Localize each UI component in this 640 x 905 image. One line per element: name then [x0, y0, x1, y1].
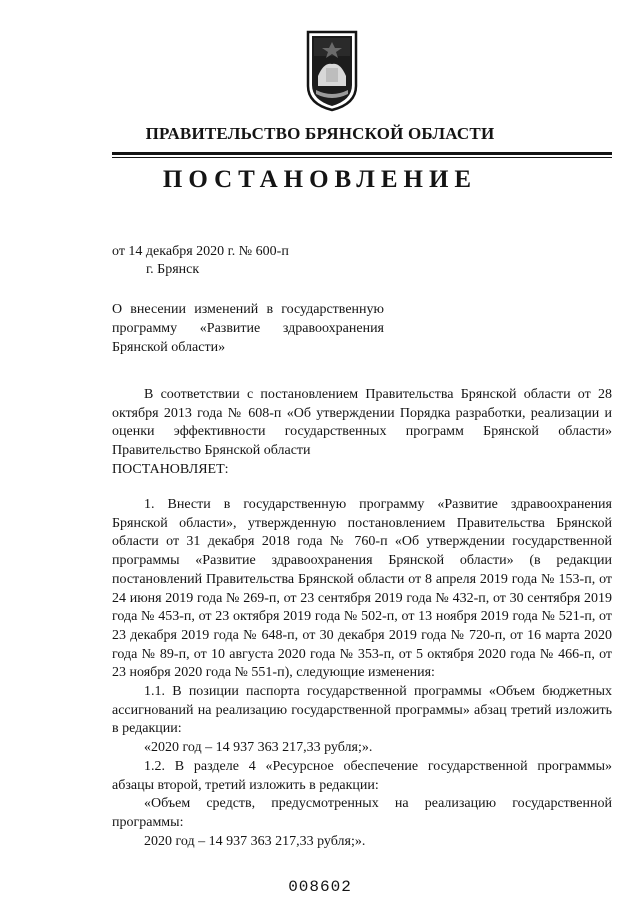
header-rule-thin — [112, 157, 612, 158]
item-1-1-quote: «2020 год – 14 937 363 217,33 рубля;». — [144, 740, 373, 756]
preamble: В соответствии с постановлением Правительства Брянской области от 28 октября 2013 года № 608-п «Об утверждении Порядка разработки, реализации и оценки эффективности государственных программ Брянской области» Правительство Брянской области — [112, 387, 612, 459]
item-1-2-quote-2: 2020 год – 14 937 363 217,33 рубля;». — [144, 833, 366, 849]
item-1-1: 1.1. В позиции паспорта государственной программы «Объем бюджетных ассигнований на реализацию государственной программы» абзац третий изложить в редакции: — [112, 684, 612, 737]
subject-line: О внесении изменений в государственную — [112, 302, 384, 317]
subject-line: программу «Развитие здравоохранения — [112, 321, 384, 336]
document-subject — [112, 300, 384, 357]
item-1: 1. Внести в государственную программу «Развитие здравоохранения Брянской области», утвержденную постановлением Правительства Брянской области от 31 декабря 2018 года № 760-п «Об утверждении государственной программы «Развитие здравоохранения Брянской области» (в редакции постановлений Правительства Брянской области от 8 апреля 2019 года № 153-п, от 24 июня 2019 года № 269-п, от 23 сентября 2019 года № 432-п, от 30 сентября 2019 года № 453-п, от 23 октября 2019 года № 502-п, от 13 ноября 2019 года № 521-п, от 23 декабря 2019 года № 648-п, от 30 декабря 2019 года № 720-п, от 16 марта 2020 года № 89-п, от 10 августа 2020 года № 353-п, от 5 октября 2020 года № 466-п, от 23 ноября 2020 года № 551-п), следующие изменения: — [112, 497, 612, 681]
city: г. Брянск — [146, 262, 200, 277]
item-1-2: 1.2. В разделе 4 «Ресурсное обеспечение государственной программы» абзацы второй, третий изложить в редакции: — [112, 758, 612, 793]
preamble-block — [112, 386, 612, 480]
date-number: от 14 декабря 2020 г. № 600-п — [112, 244, 289, 259]
item-1-2-quote-1: «Объем средств, предусмотренных на реализацию государственной программы: — [112, 796, 612, 830]
document-type: ПОСТАНОВЛЕНИЕ — [162, 166, 478, 193]
subject-line: Брянской области» — [112, 340, 226, 355]
header-rule-thick — [112, 152, 612, 155]
government-title: ПРАВИТЕЛЬСТВО БРЯНСКОЙ ОБЛАСТИ — [145, 124, 495, 143]
stamp-number: 008602 — [288, 878, 352, 896]
items-block — [112, 496, 612, 851]
decree-word: ПОСТАНОВЛЯЕТ: — [112, 461, 229, 477]
coat-of-arms-icon — [304, 28, 360, 112]
